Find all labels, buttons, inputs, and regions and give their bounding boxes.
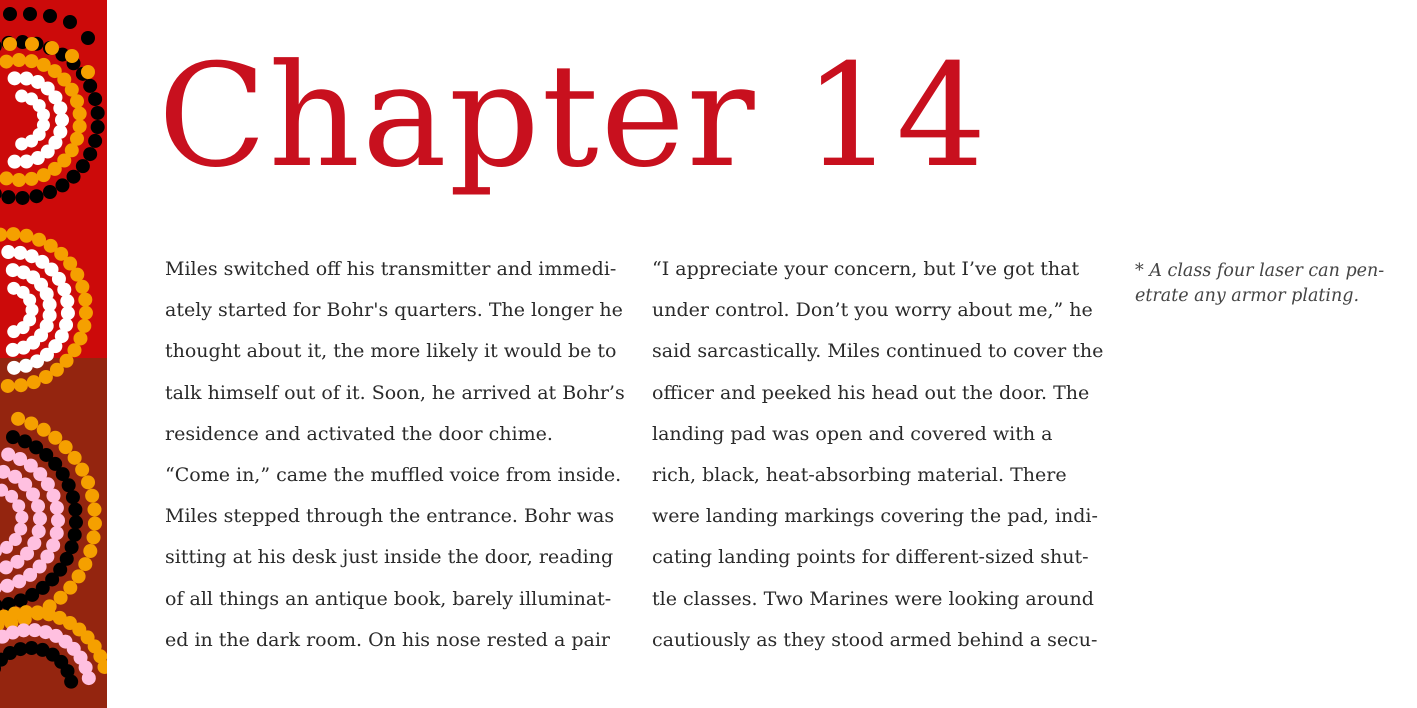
decor-dot bbox=[60, 294, 74, 308]
decor-dot bbox=[19, 229, 33, 243]
decor-dot bbox=[6, 430, 20, 444]
text-line: ed in the dark room. On his nose rested a pair bbox=[165, 628, 610, 651]
decor-dot bbox=[79, 306, 93, 320]
decor-dot bbox=[78, 557, 92, 571]
decor-dot bbox=[12, 574, 26, 588]
text-line: rich, black, heat-absorbing material. There bbox=[652, 464, 1067, 487]
decor-dot bbox=[8, 155, 22, 169]
decor-dot bbox=[12, 499, 25, 512]
text-line: landing pad was open and covered with a bbox=[652, 422, 1053, 445]
decor-dot bbox=[14, 378, 28, 392]
decor-dot bbox=[68, 503, 82, 517]
decor-dot bbox=[0, 171, 13, 185]
decorative-dot-band bbox=[0, 0, 107, 708]
decor-dot bbox=[68, 451, 82, 465]
text-line: talk himself out of it. Soon, he arrived at Bohr’s bbox=[165, 381, 625, 404]
text-line: cautiously as they stood armed behind a secu- bbox=[652, 628, 1098, 651]
decor-dot bbox=[30, 189, 44, 203]
chapter-title: Chapter 14 bbox=[158, 34, 989, 199]
decor-dot bbox=[6, 343, 20, 357]
decor-dot bbox=[83, 544, 97, 558]
decor-dot bbox=[43, 9, 57, 23]
decor-dot bbox=[53, 101, 67, 115]
decor-dot bbox=[70, 268, 84, 282]
decor-dot bbox=[68, 528, 82, 542]
decor-dot bbox=[88, 92, 102, 106]
text-line: under control. Don’t you worry about me,” he bbox=[652, 299, 1093, 322]
decor-dot bbox=[45, 41, 59, 55]
decor-dot bbox=[0, 55, 13, 69]
text-line: tle classes. Two Marines were looking around bbox=[652, 587, 1094, 610]
text-line: said sarcastically. Miles continued to cover the bbox=[652, 340, 1104, 363]
decor-dot bbox=[50, 526, 64, 540]
decor-dot bbox=[25, 37, 39, 51]
text-line: officer and peeked his head out the door. The bbox=[652, 381, 1090, 404]
decor-dot bbox=[87, 530, 101, 544]
text-line: were landing markings covering the pad, indi- bbox=[652, 505, 1098, 528]
dot-pattern-art bbox=[0, 0, 107, 708]
decor-dot bbox=[24, 416, 38, 430]
decor-dot bbox=[25, 172, 39, 186]
decor-dot bbox=[25, 54, 39, 68]
decor-dot bbox=[32, 524, 46, 538]
decor-dot bbox=[0, 579, 14, 593]
decor-dot bbox=[72, 569, 86, 583]
decor-dot bbox=[69, 515, 83, 529]
decor-dot bbox=[85, 489, 99, 503]
text-line: thought about it, the more likely it would be to bbox=[165, 340, 617, 363]
text-line: Miles stepped through the entrance. Bohr was bbox=[165, 505, 615, 528]
text-line: sitting at his desk just inside the door, reading bbox=[165, 546, 614, 569]
decor-dot bbox=[0, 541, 13, 554]
decor-dot bbox=[75, 463, 89, 477]
decor-dot bbox=[77, 319, 91, 333]
decor-dot bbox=[63, 581, 77, 595]
decor-dot bbox=[23, 7, 37, 21]
footnote-line: etrate any armor plating. bbox=[1135, 286, 1360, 306]
body-column-left bbox=[165, 249, 625, 661]
decor-dot bbox=[76, 159, 90, 173]
text-line: of all things an antique book, barely illuminat- bbox=[165, 587, 612, 610]
decor-dot bbox=[7, 361, 21, 375]
decor-dot bbox=[31, 499, 45, 513]
decor-dot bbox=[61, 306, 75, 320]
text-line: ately started for Bohr's quarters. The longer he bbox=[165, 299, 623, 322]
decor-dot bbox=[51, 513, 65, 527]
text-line: Miles switched off his transmitter and immedi- bbox=[165, 258, 617, 280]
decor-dot bbox=[43, 185, 57, 199]
decor-dot bbox=[73, 119, 87, 133]
body-column-right bbox=[652, 249, 1102, 661]
decor-dot bbox=[16, 191, 30, 205]
decor-dot bbox=[88, 516, 102, 530]
decor-dot bbox=[63, 15, 77, 29]
decor-dot bbox=[81, 31, 95, 45]
text-line: “Come in,” came the muffled voice from inside. bbox=[165, 464, 622, 487]
decor-dot bbox=[83, 79, 97, 93]
decor-dot bbox=[3, 7, 17, 21]
decor-dot bbox=[83, 147, 97, 161]
decor-dot bbox=[82, 671, 96, 685]
decor-dot bbox=[3, 37, 17, 51]
decor-dot bbox=[15, 137, 28, 150]
decor-dot bbox=[27, 375, 41, 389]
decor-dot bbox=[1, 190, 15, 204]
decor-dot bbox=[88, 134, 102, 148]
decor-dot bbox=[55, 178, 69, 192]
decor-dot bbox=[33, 512, 47, 526]
decor-dot bbox=[37, 168, 51, 182]
decor-dot bbox=[70, 94, 84, 108]
footnote-line: * A class four laser can pen- bbox=[1135, 261, 1385, 281]
text-line: residence and activated the door chime. bbox=[165, 422, 553, 445]
decor-dot bbox=[91, 106, 105, 120]
decor-dot bbox=[55, 113, 69, 127]
decor-dot bbox=[1, 379, 15, 393]
decor-dot bbox=[75, 280, 89, 294]
decor-dot bbox=[66, 490, 80, 504]
decor-dot bbox=[54, 591, 68, 605]
decor-dot bbox=[62, 478, 76, 492]
decor-dot bbox=[65, 49, 79, 63]
decor-dot bbox=[19, 359, 33, 373]
text-line: cating landing points for different-sized shut- bbox=[652, 546, 1089, 569]
decor-dot bbox=[15, 511, 28, 524]
decor-dot bbox=[91, 120, 105, 134]
decor-dot bbox=[37, 423, 51, 437]
decor-dot bbox=[78, 293, 92, 307]
decor-dot bbox=[39, 370, 53, 384]
decor-dot bbox=[64, 675, 78, 689]
decor-dot bbox=[87, 503, 101, 517]
decor-dot bbox=[11, 412, 25, 426]
decor-dot bbox=[67, 170, 81, 184]
decor-dot bbox=[1, 245, 15, 259]
decor-dot bbox=[81, 475, 95, 489]
decor-dot bbox=[46, 489, 60, 503]
decor-dot bbox=[7, 325, 20, 338]
decor-dot bbox=[81, 65, 95, 79]
decor-dot bbox=[73, 107, 87, 121]
decor-dot bbox=[12, 53, 26, 67]
decor-dot bbox=[12, 173, 26, 187]
decor-dot bbox=[59, 440, 73, 454]
decor-dot bbox=[50, 501, 64, 515]
decor-dot bbox=[6, 227, 20, 241]
decor-dot bbox=[48, 431, 62, 445]
footnote bbox=[1135, 259, 1405, 309]
text-line: “I appreciate your concern, but I’ve got that bbox=[652, 258, 1080, 280]
